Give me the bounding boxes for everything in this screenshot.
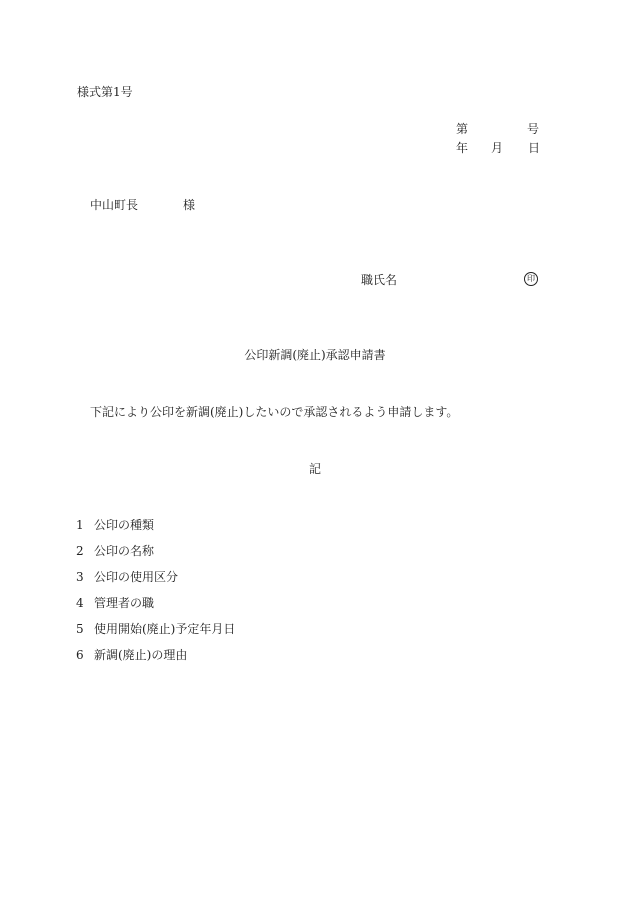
list-item [76,596,235,622]
item-number: 4 [76,596,84,610]
item-label: 管理者の職 [94,596,155,610]
document-number-suffix: 号 [527,122,540,136]
item-label: 公印の使用区分 [94,570,179,584]
item-number: 3 [76,570,84,584]
item-number: 1 [76,518,84,532]
item-number: 5 [76,622,84,636]
seal-mark-icon: 印 [524,272,538,286]
item-label: 公印の名称 [94,544,155,558]
list-item [76,544,235,570]
form-number: 様式第1号 [77,85,133,99]
item-number: 2 [76,544,84,558]
item-label: 公印の種類 [94,518,155,532]
list-item [76,622,235,648]
list-item [76,570,235,596]
item-list [76,518,235,674]
date-month-label: 月 [491,141,504,155]
date-year-label: 年 [456,141,469,155]
document-title: 公印新調(廃止)承認申請書 [244,348,386,362]
list-item [76,648,235,674]
item-label: 使用開始(廃止)予定年月日 [94,622,236,636]
request-statement: 下記により公印を新調(廃止)したいので承認されるよう申請します。 [90,405,459,419]
item-label: 新調(廃止)の理由 [94,648,188,662]
ki-heading: 記 [308,462,321,476]
date-day-label: 日 [528,141,541,155]
applicant-title-name-label: 職氏名 [361,273,398,287]
list-item [76,518,235,544]
item-number: 6 [76,648,84,662]
document-number-prefix: 第 [456,122,469,136]
addressee-name: 中山町長 [90,198,139,212]
addressee-honorific: 様 [183,198,196,212]
